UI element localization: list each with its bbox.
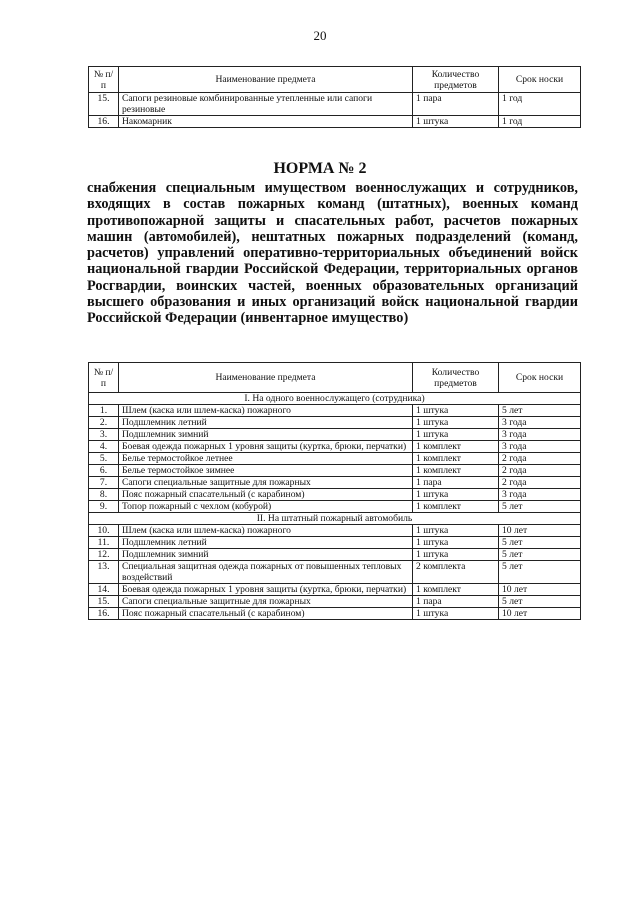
cell-qty: 1 комплект <box>413 453 499 465</box>
cell-num: 15. <box>89 596 119 608</box>
cell-name: Пояс пожарный спасательный (с карабином) <box>119 489 413 501</box>
cell-term: 5 лет <box>499 405 581 417</box>
cell-name: Шлем (каска или шлем-каска) пожарного <box>119 405 413 417</box>
cell-num: 16. <box>89 608 119 620</box>
cell-num: 16. <box>89 116 119 128</box>
table-row <box>89 561 581 584</box>
cell-qty: 1 пара <box>413 477 499 489</box>
section-title: I. На одного военнослужащего (сотрудника) <box>89 393 581 405</box>
cell-qty: 1 комплект <box>413 584 499 596</box>
cell-term: 5 лет <box>499 501 581 513</box>
cell-num: 12. <box>89 549 119 561</box>
cell-name: Сапоги специальные защитные для пожарных <box>119 596 413 608</box>
section-row <box>89 393 581 405</box>
table-row <box>89 608 581 620</box>
col-header-num: № п/п <box>89 67 119 93</box>
table-row <box>89 489 581 501</box>
cell-qty: 1 штука <box>413 116 499 128</box>
col-header-name: Наименование предмета <box>119 67 413 93</box>
table-continued <box>88 66 581 128</box>
cell-term: 3 года <box>499 489 581 501</box>
cell-term: 5 лет <box>499 596 581 608</box>
page-number: 20 <box>313 28 327 43</box>
cell-term: 3 года <box>499 417 581 429</box>
table-norm-2-body <box>89 393 581 513</box>
cell-term: 10 лет <box>499 584 581 596</box>
cell-qty: 1 комплект <box>413 441 499 453</box>
cell-num: 2. <box>89 417 119 429</box>
cell-term: 3 года <box>499 429 581 441</box>
cell-term: 10 лет <box>499 608 581 620</box>
table-row <box>89 429 581 441</box>
col-header-term: Срок носки <box>499 67 581 93</box>
cell-qty: 1 пара <box>413 93 499 116</box>
cell-num: 14. <box>89 584 119 596</box>
cell-term: 2 года <box>499 453 581 465</box>
cell-term: 5 лет <box>499 561 581 584</box>
section-row <box>89 513 581 525</box>
cell-name: Подшлемник зимний <box>119 429 413 441</box>
norm-title: НОРМА № 2 <box>273 160 367 177</box>
col-header-qty: Количество предметов <box>413 67 499 93</box>
col-header-qty: Количество предметов <box>413 363 499 393</box>
cell-term: 10 лет <box>499 525 581 537</box>
cell-qty: 2 комплекта <box>413 561 499 584</box>
cell-num: 1. <box>89 405 119 417</box>
col-header-term: Срок носки <box>499 363 581 393</box>
cell-name: Специальная защитная одежда пожарных от повышенных тепловых воздействий <box>119 561 413 584</box>
cell-term: 1 год <box>499 116 581 128</box>
cell-num: 10. <box>89 525 119 537</box>
cell-qty: 1 штука <box>413 429 499 441</box>
cell-term: 2 года <box>499 465 581 477</box>
cell-num: 8. <box>89 489 119 501</box>
table-row <box>89 465 581 477</box>
norm-subtitle: снабжения специальным имуществом военнослужащих и сотрудников, входящих в состав пожарных команд (штатных), военных команд противопожарной защиты и спасательных работ, расчетов пожарных машин (автомобилей), нештатных пожарных подразделений (команд, расчетов) управлений оперативно-территориальных объединений войск национальной гвардии Российской Федерации, территориальных органов Росгвардии, воинских частей, военных образовательных организаций высшего образования и иных организаций войск национальной гвардии Российской Федерации (инвентарное имущество) <box>87 180 578 327</box>
cell-name: Топор пожарный с чехлом (кобурой) <box>119 501 413 513</box>
table-row <box>89 93 581 116</box>
cell-qty: 1 комплект <box>413 501 499 513</box>
cell-num: 7. <box>89 477 119 489</box>
cell-num: 9. <box>89 501 119 513</box>
table-norm-2 <box>88 362 581 620</box>
table-row <box>89 537 581 549</box>
cell-name: Боевая одежда пожарных 1 уровня защиты (куртка, брюки, перчатки) <box>119 441 413 453</box>
cell-num: 4. <box>89 441 119 453</box>
table-row <box>89 453 581 465</box>
table-row <box>89 477 581 489</box>
table-row <box>89 549 581 561</box>
cell-term: 2 года <box>499 477 581 489</box>
cell-name: Накомарник <box>119 116 413 128</box>
table-norm-2-body-2 <box>89 513 581 620</box>
table-row <box>89 116 581 128</box>
cell-term: 3 года <box>499 441 581 453</box>
cell-qty: 1 штука <box>413 537 499 549</box>
cell-name: Сапоги резиновые комбинированные утепленные или сапоги резиновые <box>119 93 413 116</box>
cell-num: 13. <box>89 561 119 584</box>
table-row <box>89 441 581 453</box>
cell-qty: 1 штука <box>413 549 499 561</box>
table-row <box>89 525 581 537</box>
cell-qty: 1 штука <box>413 608 499 620</box>
table-row <box>89 596 581 608</box>
cell-qty: 1 штука <box>413 525 499 537</box>
cell-term: 1 год <box>499 93 581 116</box>
cell-name: Подшлемник летний <box>119 537 413 549</box>
cell-qty: 1 штука <box>413 417 499 429</box>
cell-num: 15. <box>89 93 119 116</box>
table-row <box>89 501 581 513</box>
cell-name: Белье термостойкое зимнее <box>119 465 413 477</box>
table-row <box>89 417 581 429</box>
col-header-num: № п/п <box>89 363 119 393</box>
col-header-name: Наименование предмета <box>119 363 413 393</box>
cell-name: Подшлемник летний <box>119 417 413 429</box>
cell-name: Шлем (каска или шлем-каска) пожарного <box>119 525 413 537</box>
cell-num: 11. <box>89 537 119 549</box>
cell-term: 5 лет <box>499 537 581 549</box>
cell-name: Сапоги специальные защитные для пожарных <box>119 477 413 489</box>
cell-name: Белье термостойкое летнее <box>119 453 413 465</box>
cell-qty: 1 пара <box>413 596 499 608</box>
table-continued-body <box>89 93 581 128</box>
cell-num: 5. <box>89 453 119 465</box>
cell-term: 5 лет <box>499 549 581 561</box>
cell-name: Боевая одежда пожарных 1 уровня защиты (куртка, брюки, перчатки) <box>119 584 413 596</box>
cell-name: Подшлемник зимний <box>119 549 413 561</box>
table-row <box>89 405 581 417</box>
cell-qty: 1 комплект <box>413 465 499 477</box>
cell-qty: 1 штука <box>413 405 499 417</box>
table-row <box>89 584 581 596</box>
cell-qty: 1 штука <box>413 489 499 501</box>
cell-num: 6. <box>89 465 119 477</box>
section-title: II. На штатный пожарный автомобиль <box>89 513 581 525</box>
cell-num: 3. <box>89 429 119 441</box>
cell-name: Пояс пожарный спасательный (с карабином) <box>119 608 413 620</box>
